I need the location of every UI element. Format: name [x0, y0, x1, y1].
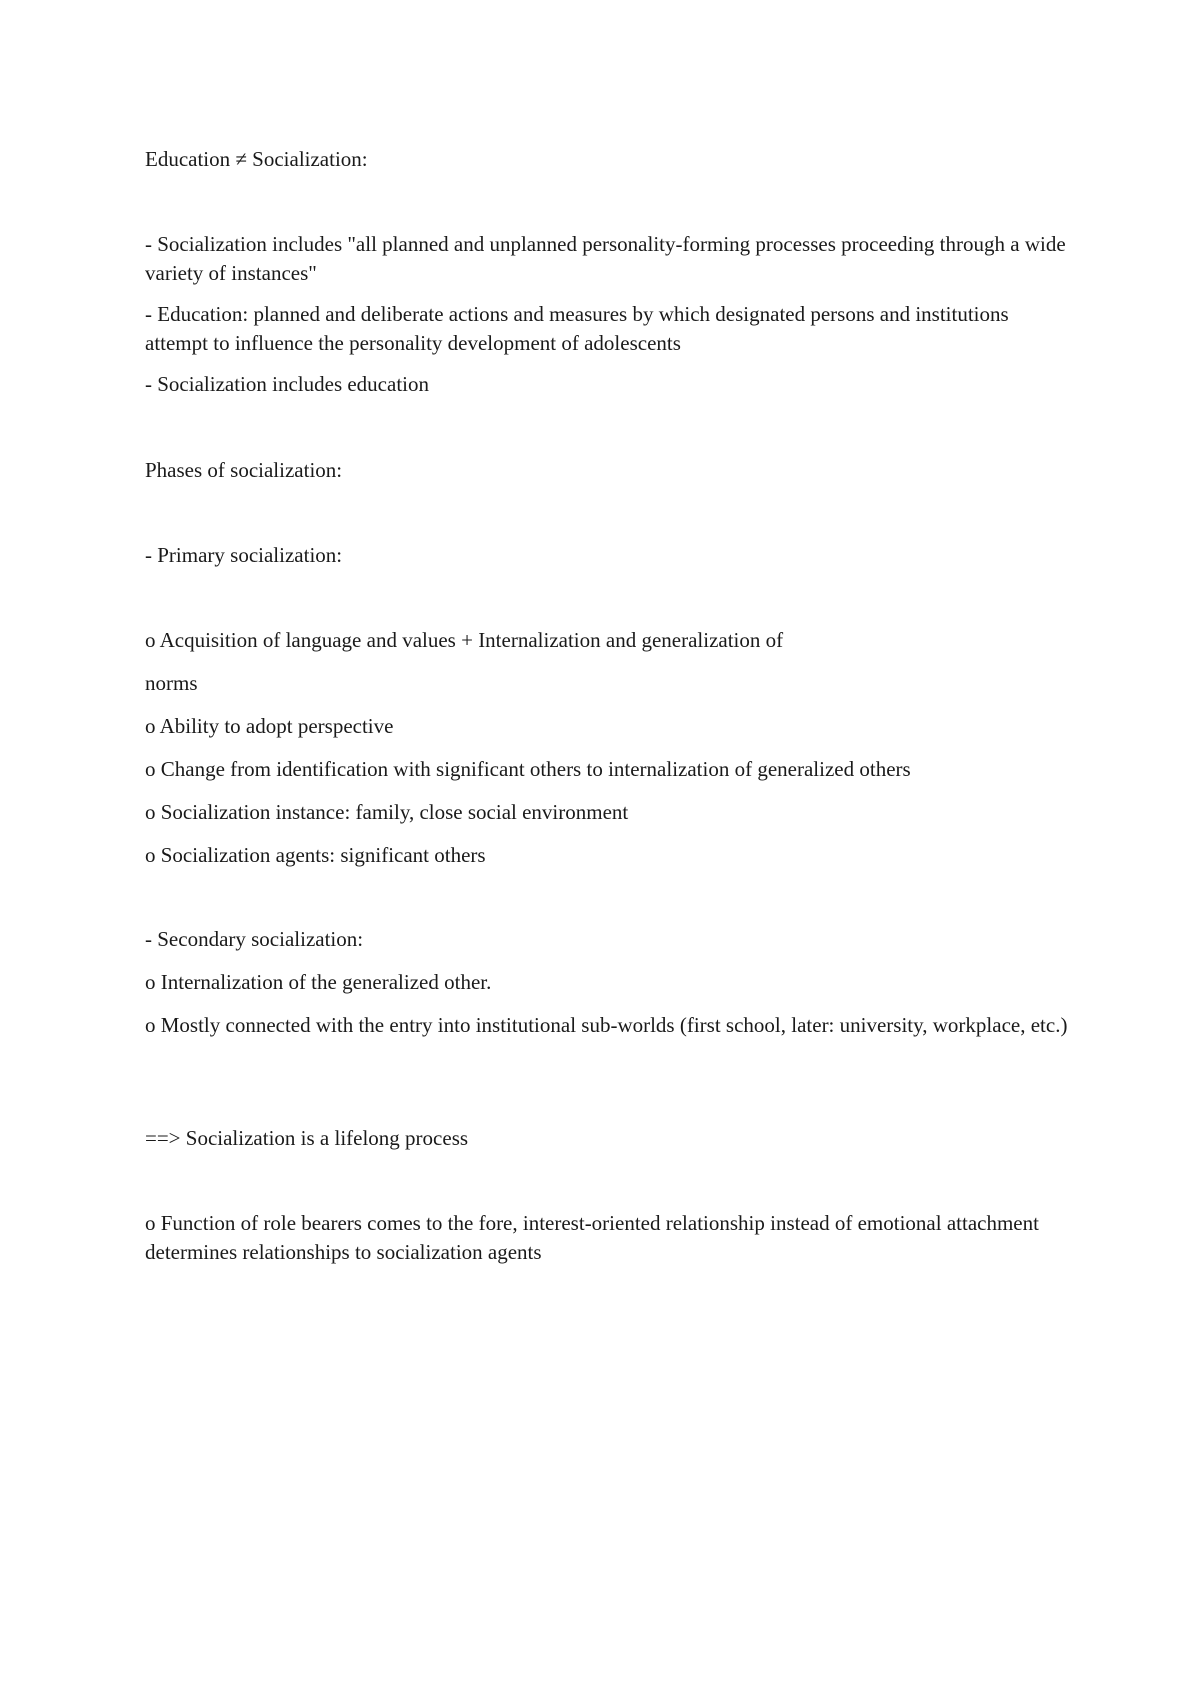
secondary-socialization-heading: - Secondary socialization: [145, 927, 364, 951]
list-item: o Mostly connected with the entry into institutional sub-worlds (first school, later: university, workplace, etc.) [145, 1013, 1068, 1037]
function-of-role-bearers-note: o Function of role bearers comes to the fore, interest-oriented relationship instead of emotional attachment determines relationships to socialization agents [145, 1211, 1039, 1264]
definition-socialization: - Socialization includes "all planned and unplanned personality-forming processes proceeding through a wide variety of instances" [145, 232, 1066, 285]
list-item: o Acquisition of language and values + Internalization and generalization of [145, 628, 784, 652]
primary-socialization-heading: - Primary socialization: [145, 543, 343, 567]
conclusion-lifelong-process: ==> Socialization is a lifelong process [145, 1126, 469, 1150]
list-item: o Ability to adopt perspective [145, 714, 394, 738]
socialization-includes-education: - Socialization includes education [145, 372, 429, 396]
heading-education-vs-socialization: Education ≠ Socialization: [145, 147, 368, 171]
heading-phases: Phases of socialization: [145, 458, 343, 482]
list-item: norms [145, 671, 198, 695]
definition-education: - Education: planned and deliberate actions and measures by which designated persons and institutions attempt to influence the personality development of adolescents [145, 302, 1009, 355]
list-item: o Socialization instance: family, close social environment [145, 800, 629, 824]
list-item: o Internalization of the generalized other. [145, 970, 492, 994]
list-item: o Socialization agents: significant others [145, 843, 486, 867]
list-item: o Change from identification with significant others to internalization of generalized others [145, 757, 911, 781]
